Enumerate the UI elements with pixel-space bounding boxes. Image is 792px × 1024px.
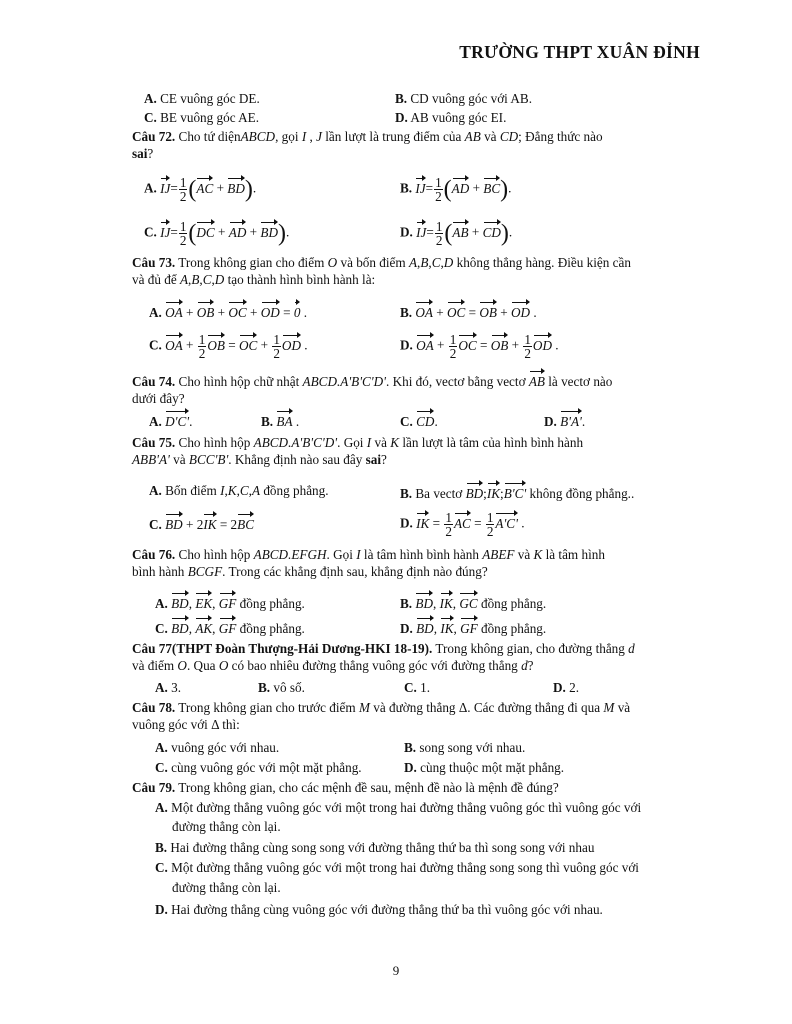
q74-option-b: B. BA . <box>261 410 299 430</box>
question-74: Câu 74. Cho hình hộp chữ nhật ABCD.A'B'C'D'. Khi đó, vectơ bằng vectơ AB là vectơ nào dưới đây? <box>132 370 704 407</box>
q72-option-d: D. IJ= $\frac{1}{2}$ (AB + CD). <box>400 219 513 248</box>
school-header: TRƯỜNG THPT XUÂN ĐỈNH <box>459 42 700 62</box>
q73-option-c: C. OA + $\frac{1}{2}$ OB = OC + $\frac{1}{2}$ OD . <box>149 332 308 361</box>
q75-option-c: C. BD + 2IK = 2BC <box>149 513 254 533</box>
question-77: Câu 77(THPT Đoàn Thượng-Hải Dương-HKI 18-19). Trong không gian, cho đường thẳng d và điểm O. Qua O có bao nhiêu đường thẳng vuông góc với đường thẳng d? <box>132 641 635 673</box>
q72-option-a: A. IJ= $\frac{1}{2}$ (AC + BD). <box>144 175 257 204</box>
q73-option-d: D. OA + $\frac{1}{2}$ OC = OB + $\frac{1}{2}$ OD . <box>400 332 559 361</box>
q74-option-d: D. B'A'. <box>544 410 585 430</box>
page-number: 9 <box>392 963 400 978</box>
prev-option-d: D. AB vuông góc EI. <box>395 110 507 125</box>
q77-option-c: C. 1. <box>404 680 431 695</box>
q78-option-b: B. song song với nhau. <box>404 740 526 755</box>
question-78: Câu 78. Trong không gian cho trước điểm M và đường thẳng Δ. Các đường thẳng đi qua M và vuông góc với Δ thì: <box>132 700 631 732</box>
q79-option-c-cont: đường thẳng còn lại. <box>172 880 281 895</box>
q79-option-c: C. Một đường thẳng vuông góc với một trong hai đường thẳng song song thì vuông góc với <box>155 860 639 875</box>
q76-option-c: C. BD, AK, GF đồng phẳng. <box>155 617 305 637</box>
question-76: Câu 76. Cho hình hộp ABCD.EFGH. Gọi I là tâm hình bình hành ABEF và K là tâm hình bình hành BCGF. Trong các khẳng định sau, khẳng định nào đúng? <box>132 547 605 579</box>
prev-option-c: C. BE vuông góc AE. <box>144 110 260 125</box>
q75-option-a: A. Bốn điểm I,K,C,A đồng phẳng. <box>149 483 329 498</box>
q79-option-d: D. Hai đường thẳng cùng vuông góc với đường thẳng thứ ba thì vuông góc với nhau. <box>155 902 603 917</box>
q76-option-b: B. BD, IK, GC đồng phẳng. <box>400 592 546 612</box>
q77-option-b: B. vô số. <box>258 680 305 695</box>
q76-option-a: A. BD, EK, GF đồng phẳng. <box>155 592 305 612</box>
q78-option-d: D. cùng thuộc một mặt phẳng. <box>404 760 565 775</box>
q78-option-c: C. cùng vuông góc với một mặt phẳng. <box>155 760 362 775</box>
q74-option-a: A. D'C'. <box>149 410 192 430</box>
q75-option-d: D. IK = $\frac{1}{2}$ AC = $\frac{1}{2}$ A'C' . <box>400 510 525 539</box>
q79-option-a-cont: đường thẳng còn lại. <box>172 819 281 834</box>
question-73: Câu 73. Trong không gian cho điểm O và bốn điểm A,B,C,D không thẳng hàng. Điều kiện cần và đủ để A,B,C,D tạo thành hình bình hành là: <box>132 255 631 287</box>
q76-option-d: D. BD, IK, GF đồng phẳng. <box>400 617 546 637</box>
prev-option-b: B. CD vuông góc với AB. <box>395 91 533 106</box>
q74-option-c: C. CD. <box>400 410 438 430</box>
q75-option-b: B. Ba vectơ BD;IK;B'C' không đồng phẳng.. <box>400 482 634 502</box>
q79-option-b: B. Hai đường thẳng cùng song song với đường thẳng thứ ba thì song song với nhau <box>155 840 595 855</box>
q77-option-d: D. 2. <box>553 680 580 695</box>
q79-option-a: A. Một đường thẳng vuông góc với một trong hai đường thẳng vuông góc thì vuông góc với <box>155 800 642 815</box>
q72-option-c: C. IJ= $\frac{1}{2}$ (DC + AD + BD). <box>144 219 290 248</box>
question-79: Câu 79. Trong không gian, cho các mệnh đề sau, mệnh đề nào là mệnh đề đúng? <box>132 780 559 795</box>
q78-option-a: A. vuông góc với nhau. <box>155 740 280 755</box>
q72-option-b: B. IJ= $\frac{1}{2}$ (AD + BC). <box>400 175 512 204</box>
question-72: Câu 72. Cho tứ diệnABCD, gọi I , J lần lượt là trung điểm của AB và CD; Đẳng thức nào sai? <box>132 129 603 161</box>
q73-option-b: B. OA + OC = OB + OD . <box>400 301 537 321</box>
q77-option-a: A. 3. <box>155 680 182 695</box>
question-75: Câu 75. Cho hình hộp ABCD.A'B'C'D'. Gọi I và K lần lượt là tâm của hình bình hành ABB'A' và BCC'B'. Khẳng định nào sau đây sai? <box>132 435 584 467</box>
prev-option-a: A. CE vuông góc DE. <box>144 91 260 106</box>
q73-option-a: A. OA + OB + OC + OD = 0 . <box>149 301 307 321</box>
